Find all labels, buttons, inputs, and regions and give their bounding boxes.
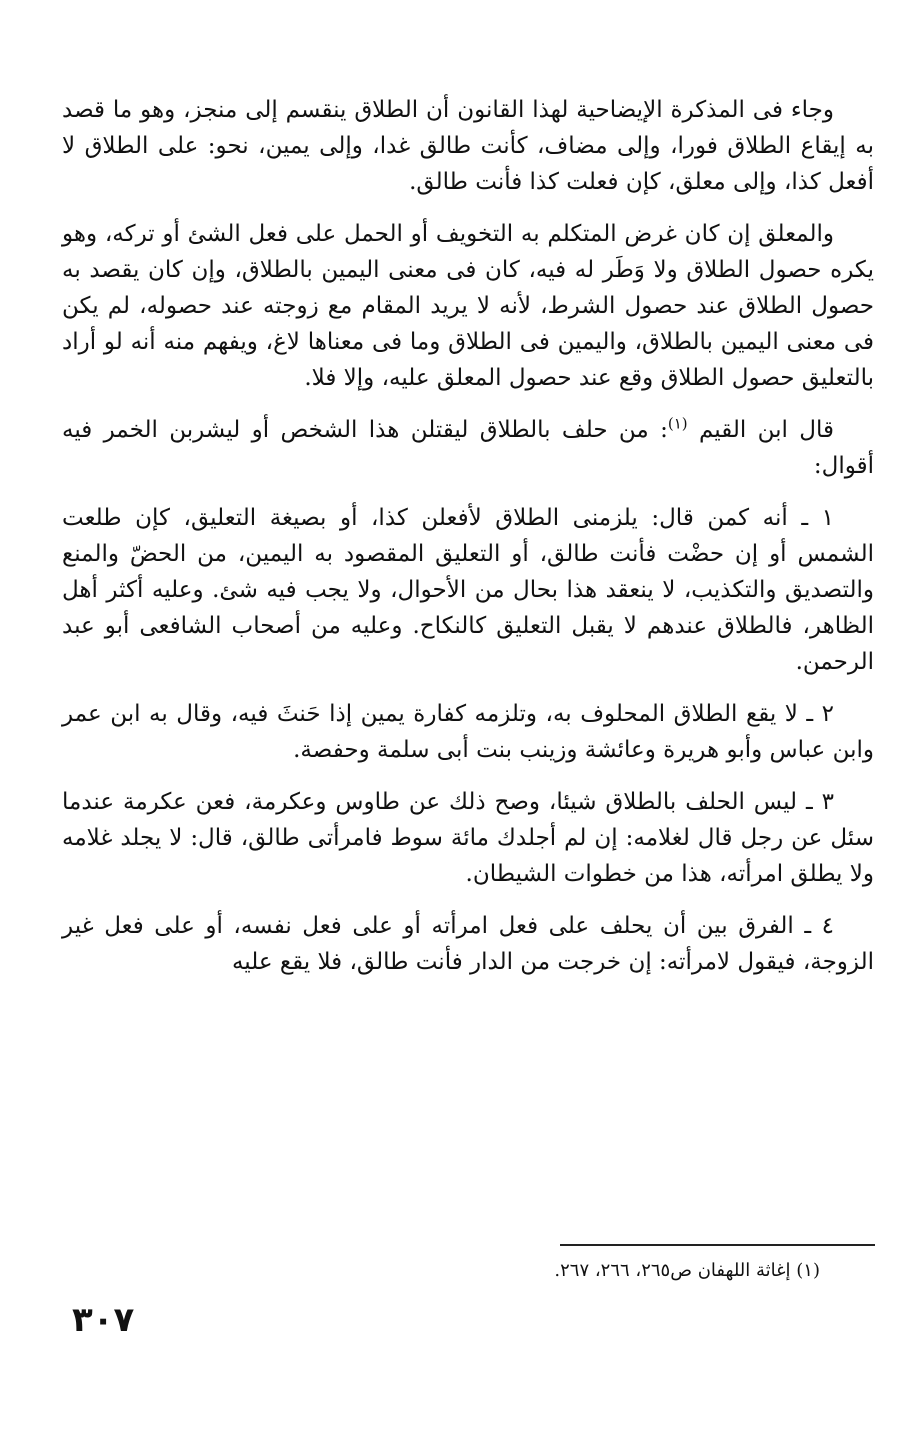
opinion-1: ١ ـ أنه كمن قال: يلزمنى الطلاق لأفعلن كذا، أو بصيغة التعليق، كإن طلعت الشمس أو إن حضْت فأنت طالق، أو التعليق المقصود به اليمين، من الحضّ والمنع والتصديق والتكذيب، لا ينعقد هذا بحال من الأحوال، ولا يجب فيه شئ. وعليه أكثر أهل الظاهر، فالطلاق عندهم لا يقبل التعليق كالنكاح. وعليه من أصحاب الشافعى أبو عبد الرحمن.: [62, 505, 874, 675]
footnote: (١) إغاثة اللهفان ص٢٦٥، ٢٦٦، ٢٦٧.: [554, 1260, 820, 1281]
main-text: [62, 92, 874, 996]
opinion-3: ٣ ـ ليس الحلف بالطلاق شيئا، وصح ذلك عن طاوس وعكرمة، فعن عكرمة عندما سئل عن رجل قال لغلامه: إن لم أجلدك مائة سوط فامرأتى طالق، قال: لا يجلد غلامه ولا يطلق امرأته، هذا من خطوات الشيطان.: [62, 789, 874, 887]
footnote-marker: (١): [667, 414, 688, 433]
quote-body: : من حلف بالطلاق ليقتلن هذا الشخص أو ليشربن الخمر فيه أقوال:: [62, 417, 874, 479]
opinion-2: ٢ ـ لا يقع الطلاق المحلوف به، وتلزمه كفارة يمين إذا حَنثَ فيه، وقال به ابن عمر وابن عباس وأبو هريرة وعائشة وزينب بنت أبى سلمة وحفصة.: [62, 701, 874, 763]
quote-lead: قال ابن القيم: [699, 417, 835, 443]
paragraph-ibn-qayyim: [62, 412, 874, 484]
footnote-divider: [560, 1244, 875, 1246]
paragraph-intro: وجاء فى المذكرة الإيضاحية لهذا القانون أن الطلاق ينقسم إلى منجز، وهو ما قصد به إيقاع الطلاق فورا، وإلى مضاف، كأنت طالق غدا، وإلى يمين، نحو: على الطلاق لا أفعل كذا، وإلى معلق، كإن فعلت كذا فأنت طالق.: [62, 97, 874, 195]
paragraph-conditional: والمعلق إن كان غرض المتكلم به التخويف أو الحمل على فعل الشئ أو تركه، وهو يكره حصول الطلاق ولا وَطَر له فيه، كان فى معنى اليمين بالطلاق، وإن كان يقصد به حصول الطلاق عند حصول الشرط، لأنه لا يريد المقام مع زوجته عند حصوله، لم يكن فى معنى اليمين بالطلاق، واليمين فى الطلاق وما فى معناها لاغ، ويفهم منه أنه لو أراد بالتعليق حصول الطلاق وقع عند حصول المعلق عليه، وإلا فلا.: [62, 221, 874, 391]
page-number: ٣٠٧: [72, 1300, 135, 1340]
opinion-4: ٤ ـ الفرق بين أن يحلف على فعل امرأته أو على فعل نفسه، أو على فعل غير الزوجة، فيقول لامرأته: إن خرجت من الدار فأنت طالق، فلا يقع عليه: [62, 913, 874, 975]
